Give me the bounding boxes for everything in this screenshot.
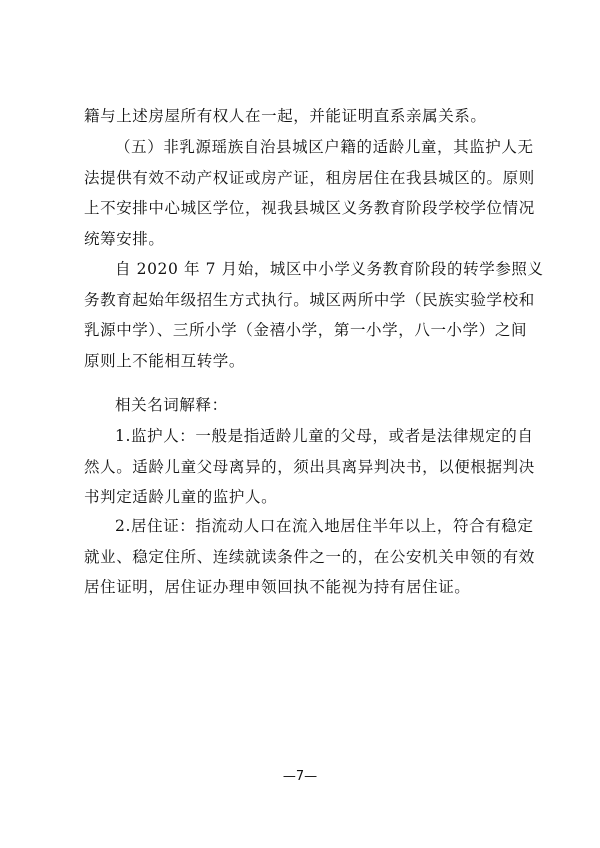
paragraph-line: 就业、稳定住所、连续就读条件之一的，在公安机关申领的有效: [84, 547, 535, 566]
paragraph-line: 原则上不能相互转学。: [84, 351, 246, 370]
glossary-heading: [84, 390, 520, 421]
paragraph-transfer-rule: [84, 254, 544, 376]
paragraph-line: （五）非乳源瑶族自治县城区户籍的适龄儿童，其监护人无: [115, 138, 534, 156]
paragraph-line: 上不安排中心城区学位，视我县城区义务教育阶段学校学位情况: [84, 199, 535, 217]
paragraph-item-five: [84, 132, 535, 254]
paragraph-line: 统筹安排。: [84, 229, 165, 248]
paragraph-line: 然人。适龄儿童父母离异的，须出具离异判决书，以便根据判决: [84, 457, 535, 476]
paragraph-line: 1.监护人：一般是指适龄儿童的父母，或者是法律规定的自: [115, 427, 534, 445]
paragraph-line: 籍与上述房屋所有权人在一起，并能证明直系亲属关系。: [84, 107, 487, 125]
page-number: —7—: [282, 769, 318, 784]
paragraph-line: 务教育起始年级招生方式执行。城区两所中学（民族实验学校和: [84, 290, 535, 309]
paragraph-line: 相关名词解释：: [115, 396, 228, 414]
paragraph-term-residence-permit: [84, 511, 535, 603]
paragraph-continuation: [84, 101, 520, 132]
paragraph-line: 居住证明，居住证办理申领回执不能视为持有居住证。: [84, 578, 471, 596]
paragraph-line: 自 2020 年 7 月始，城区中小学义务教育阶段的转学参照义: [115, 260, 544, 278]
paragraph-line: 2.居住证：指流动人口在流入地居住半年以上，符合有稳定: [115, 517, 534, 535]
paragraph-line: 法提供有效不动产权证或房产证，租房居住在我县城区的。原则: [84, 168, 535, 187]
paragraph-line: 书判定适龄儿童的监护人。: [84, 488, 278, 506]
paragraph-line: 乳源中学）、三所小学（金禧小学，第一小学，八一小学）之间: [84, 321, 528, 339]
paragraph-term-guardian: [84, 421, 535, 513]
